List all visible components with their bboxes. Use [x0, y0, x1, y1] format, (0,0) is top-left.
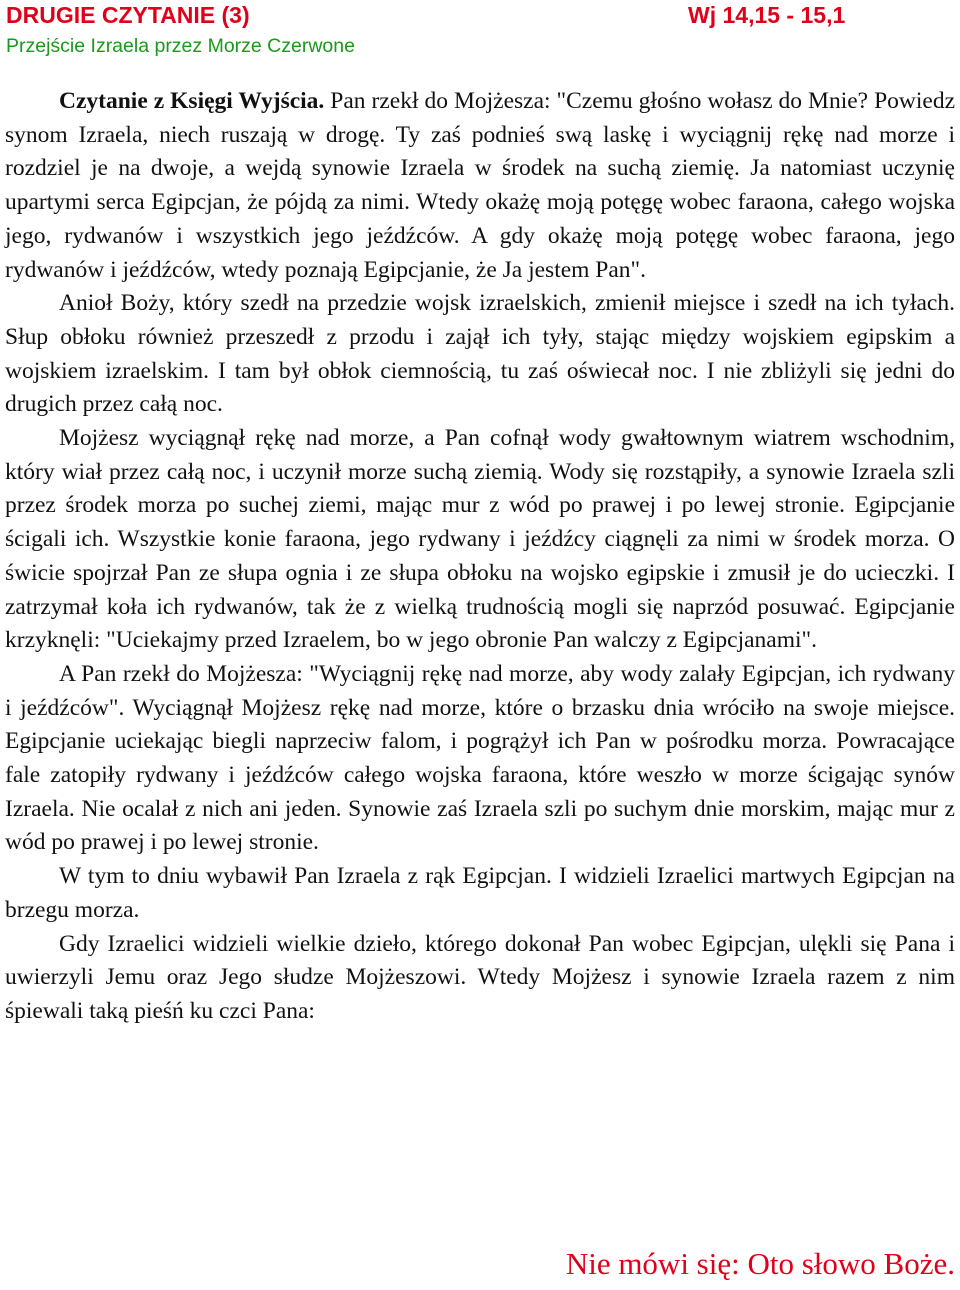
paragraph: Anioł Boży, który szedł na przedzie wojsk izraelskich, zmienił miejsce i szedł na ich tyłach. Słup obłoku również przeszedł z przodu i zajął ich tyły, stając między wojskiem egipskim a wojskiem izraelskim. I tam był obłok ciemnością, tu zaś oświecał noc. I nie zbliżyli się jedni do drugich przez całą noc.: [5, 290, 955, 418]
reading-body: [5, 85, 955, 1029]
reading-page: [5, 0, 955, 1029]
scripture-reference: Wj 14,15 - 15,1: [688, 2, 846, 28]
paragraph: Gdy Izraelici widzieli wielkie dzieło, którego dokonał Pan wobec Egipcjan, ulękli się Pana i uwierzyli Jemu oraz Jego słudze Mojżeszowi. Wtedy Mojżesz i synowie Izraela razem z nim śpiewali taką pieśń ku czci Pana:: [5, 930, 955, 1024]
paragraph: Mojżesz wyciągnął rękę nad morze, a Pan cofnął wody gwałtownym wiatrem wschodnim, który wiał przez całą noc, i uczynił morze suchą ziemią. Wody się rozstąpiły, a synowie Izraela szli przez środek morza po suchej ziemi, mając mur z wód po prawej i po lewej stronie. Egipcjanie ścigali ich. Wszystkie konie faraona, jego rydwany i jeźdźcy ciągnęli za nimi w środek morza. O świcie spojrzał Pan ze słupa ognia i ze słupa obłoku na wojsko egipskie i zmusił je do ucieczki. I zatrzymał koła ich rydwanów, tak że z wielką trudnością mogli się naprzód posuwać. Egipcjanie krzyknęli: "Uciekajmy przed Izraelem, bo w jego obronie Pan walczy z Egipcjanami".: [5, 425, 955, 654]
paragraph: A Pan rzekł do Mojżesza: "Wyciągnij rękę nad morze, aby wody zalały Egipcjan, ich rydwany i jeźdźców". Wyciągnął Mojżesz rękę nad morze, które o brzasku dnia wróciło na swoje miejsce. Egipcjanie uciekając biegli naprzeciw falom, i pogrążył ich Pan w pośrodku morza. Powracające fale zatopiły rydwany i jeźdźców całego wojska faraona, które weszło w morze ścigając synów Izraela. Nie ocalał z nich ani jeden. Synowie zaś Izraela szli po suchym dnie morskim, mając mur z wód po prawej i po lewej stronie.: [5, 660, 955, 856]
reading-subtitle: Przejście Izraela przez Morze Czerwone: [6, 35, 355, 57]
paragraph-text: Pan rzekł do Mojżesza: "Czemu głośno wołasz do Mnie? Powiedz synom Izraela, niech ruszają w drogę. Ty zaś podnieś swą laskę i wyciągnij rękę nad morze i rozdziel je na dwoje, a wejdą synowie Izraela w środek na suchą ziemię. Ja natomiast uczynię upartymi serca Egipcjan, że pójdą za nimi. Wtedy okażę moją potęgę wobec faraona, całego wojska jego, rydwanów i wszystkich jego jeźdźców. A gdy okażę moją potęgę wobec faraona, jego rydwanów i jeźdźców, wtedy poznają Egipcjanie, że Ja jestem Pan".: [5, 88, 955, 283]
paragraph: [5, 85, 955, 287]
reading-intro: Czytanie z Księgi Wyjścia.: [59, 88, 325, 114]
reading-label: DRUGIE CZYTANIE (3): [6, 2, 250, 28]
closing-note: Nie mówi się: Oto słowo Boże.: [565, 1246, 955, 1281]
paragraph: W tym to dniu wybawił Pan Izraela z rąk Egipcjan. I widzieli Izraelici martwych Egipcjan na brzegu morza.: [5, 863, 955, 923]
reading-header: [5, 0, 955, 78]
